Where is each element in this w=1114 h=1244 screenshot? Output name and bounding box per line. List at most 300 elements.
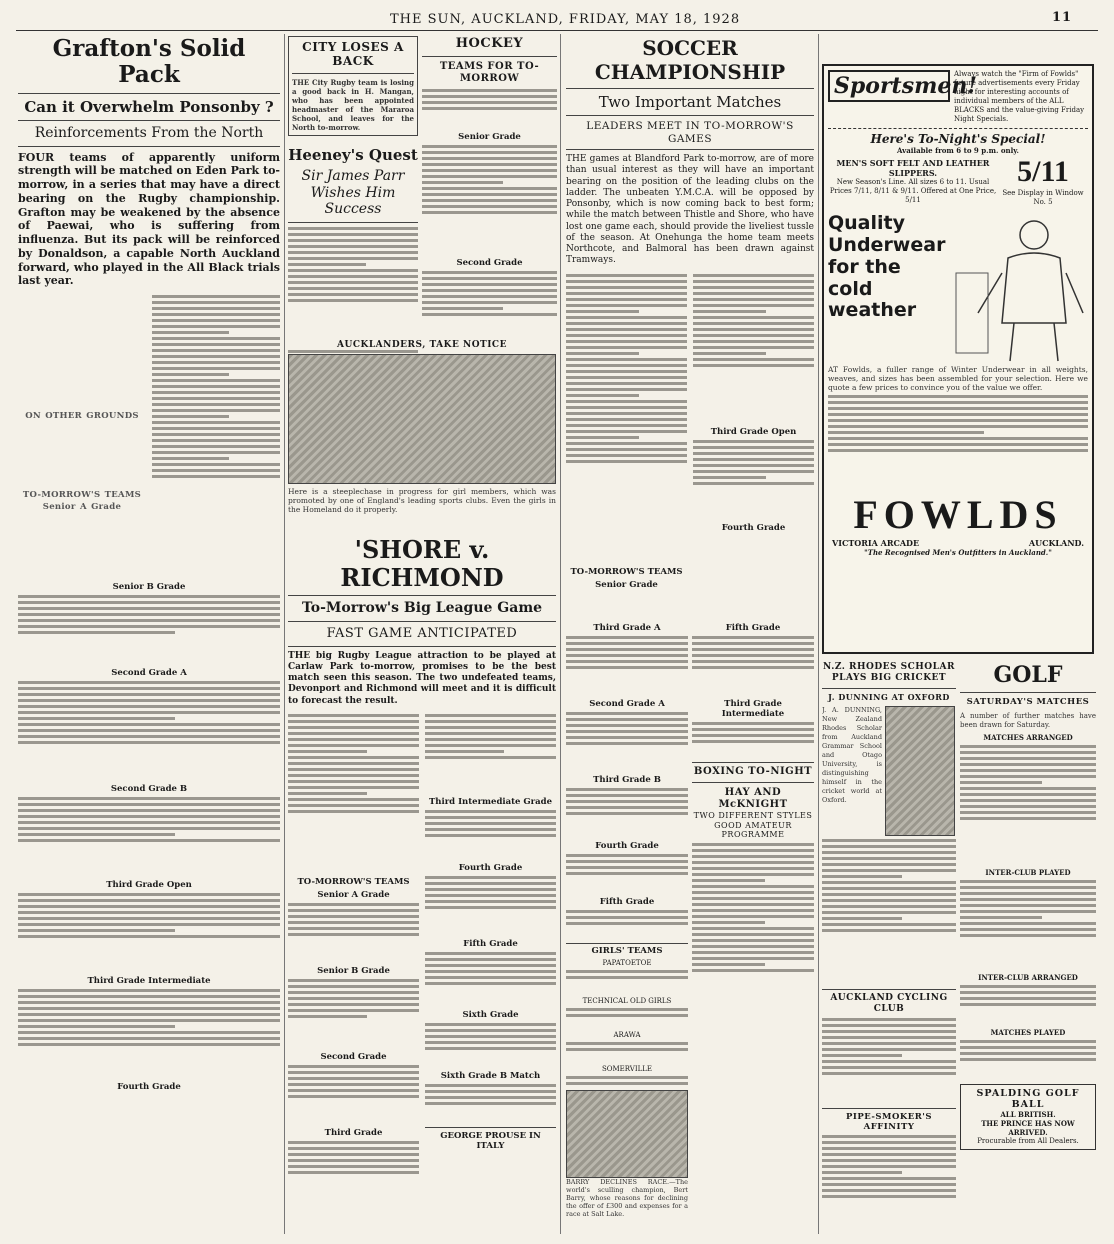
text-line [422,145,557,148]
text-line [566,976,688,979]
text-line [693,476,766,479]
text-line [692,722,814,725]
text-line [425,976,556,979]
text-line [693,310,766,313]
text-line [288,1165,419,1168]
text-line [288,798,419,801]
text-line [566,648,688,651]
text-line [692,654,814,657]
team-list [18,989,280,1079]
text-line [566,442,687,445]
text-line [425,1047,556,1050]
text-line [152,421,280,424]
text-line [566,400,687,403]
rule [18,120,280,121]
text-line [425,1023,556,1026]
text-line [425,828,556,831]
text-line [692,897,814,900]
text-line [566,286,687,289]
team-list [566,712,688,772]
text-line [288,804,419,807]
text-line [288,1159,419,1162]
text-line [288,726,419,729]
grade-heading: Senior B Grade [317,965,390,976]
text-line [288,927,419,930]
text-line [692,740,814,743]
text-line [425,982,556,985]
text-line [692,873,814,876]
text-line [18,797,280,800]
sub-heading: TO-MORROW'S TEAMS [570,566,683,577]
text-line [152,457,229,460]
grafton-article [18,36,280,1236]
special-offer [828,155,1088,207]
text-line [822,1030,956,1033]
grade-heading: Second Grade [456,257,523,268]
text-line [566,394,639,397]
text-line [960,886,1096,889]
text-line [566,430,687,433]
text-line [18,839,280,842]
grade-heading: Senior A Grade [42,502,122,513]
text-line [152,463,280,466]
text-line [566,1014,688,1017]
text-line [566,376,687,379]
text-line [692,891,814,894]
text-line [692,885,814,888]
text-line [566,358,687,361]
text-line [692,963,765,966]
text-line [822,1141,956,1144]
text-line [566,916,688,919]
text-line [288,1077,419,1080]
barry-caption: BARRY DECLINES RACE.—The world's sculling champion, Bert Barry, whose reasons for declining the offer of £300 and expenses for a race at Salt Lake. [566,1178,688,1218]
text-line [692,957,814,960]
text-line [152,361,280,364]
text-line [566,352,639,355]
text-line [425,726,556,729]
text-line [18,815,280,818]
text-line [18,693,280,696]
text-line [152,475,280,478]
text-line [822,857,956,860]
text-line [425,952,556,955]
text-line [425,816,556,819]
text-line [822,1054,902,1057]
text-line [288,1071,419,1074]
soccer-columns [566,271,814,591]
grafton-headline: Grafton's Solid Pack [52,36,246,89]
text-line [288,1095,419,1098]
text-line [566,1042,688,1045]
text-line [822,929,956,932]
text-line [692,933,814,936]
spalding-line: THE PRINCE HAS NOW ARRIVED. [981,1119,1075,1138]
text-line [693,440,814,443]
text-line [960,1040,1096,1043]
body-text [566,274,687,564]
ad-intro: Always watch the "Firm of Fowlds" future advertisements every Friday night for interesting accounts of individual members of the ALL BLACKS and the value-giving Friday Night Specials. [954,70,1085,123]
text-line [152,373,229,376]
girls-sub: ARAWA [613,1031,641,1039]
text-line [152,391,280,394]
text-line [18,625,280,628]
text-line [822,1024,956,1027]
text-line [693,298,814,301]
col5-left [692,620,814,1235]
shore-left-column [288,711,419,1201]
text-line [152,325,280,328]
text-line [822,1042,956,1045]
text-line [18,711,280,714]
text-line [693,346,814,349]
text-line [960,1003,1096,1006]
text-line [960,763,1096,766]
text-line [152,427,280,430]
text-line [828,431,984,434]
golf-sub: SATURDAY'S MATCHES [966,697,1090,708]
text-line [288,1009,419,1012]
text-line [288,997,419,1000]
text-line [18,729,280,732]
text-line [425,876,556,879]
text-line [822,1165,956,1168]
golf-sub-heading: INTER-CLUB PLAYED [985,867,1071,877]
text-line [18,601,280,604]
body-text [425,714,556,794]
shore-deck-2: FAST GAME ANTICIPATED [326,625,518,641]
grade-heading: Third Grade A [593,623,661,633]
text-line [422,295,557,298]
text-line [566,406,687,409]
illustration-figure [948,213,1088,363]
text-line [566,322,687,325]
text-line [425,970,556,973]
text-line [152,415,229,418]
text-line [822,899,956,902]
text-line [822,881,956,884]
text-line [288,233,418,236]
text-line [288,732,419,735]
ad-arcade: VICTORIA ARCADE [832,538,920,548]
quality-section [828,213,1088,363]
text-line [693,446,814,449]
text-line [822,869,956,872]
text-line [152,307,280,310]
text-line [960,751,1096,754]
body-text [422,89,557,129]
golf-article [960,662,1096,1237]
text-line [693,364,814,367]
text-line [960,781,1042,784]
heeney-headline: Heeney's Quest [288,145,418,164]
text-line [288,1153,419,1156]
text-line [18,1013,280,1016]
ad-header [828,70,1088,124]
text-line [566,364,687,367]
grade-heading: Second Grade A [111,668,187,679]
body-text [692,843,814,1043]
text-line [566,794,688,797]
text-line [18,607,280,610]
text-line [692,909,814,912]
text-line [828,419,1088,422]
text-line [422,107,557,110]
text-line [566,642,688,645]
text-line [566,370,687,373]
text-line [152,355,280,358]
text-line [692,734,814,737]
text-line [288,269,418,272]
product-details: New Season's Line. All sizes 6 to 11. Usual Prices 7/11, 8/11 & 9/11. Offered at One Price, 5/11 [829,177,997,204]
text-line [566,812,688,815]
text-line [960,787,1096,790]
text-line [425,738,556,741]
text-line [425,1090,556,1093]
text-line [152,343,280,346]
column-divider [560,34,561,1234]
text-line [288,1171,419,1174]
text-line [422,271,557,274]
text-line [692,843,814,846]
text-line [692,921,765,924]
text-line [960,985,1096,988]
text-line [960,922,1096,925]
text-line [566,346,687,349]
text-line [822,1060,956,1063]
fixture-list [960,985,1096,1025]
rhodes-headline: N.Z. RHODES SCHOLAR PLAYS BIG CRICKET [823,662,955,683]
text-line [152,397,280,400]
rhodes-article [822,662,956,1237]
shore-right-column [425,711,556,1201]
text-line [152,469,280,472]
price-list [828,395,1088,487]
text-line [288,1083,419,1086]
text-line [822,893,956,896]
grade-heading: Fifth Grade [599,897,655,907]
text-line [288,750,367,753]
text-line [152,403,280,406]
text-line [422,89,557,92]
text-line [693,322,814,325]
text-line [425,1102,556,1105]
heeney-deck: Sir James Parr Wishes Him Success [301,167,405,218]
team-list [566,854,688,894]
text-line [566,424,687,427]
text-line [422,95,557,98]
text-line [18,613,280,616]
text-line [566,922,688,925]
rule [288,621,556,622]
body-text [18,292,146,572]
fowlds-brand: FOWLDS [853,492,1063,537]
text-line [566,298,687,301]
text-line [693,280,814,283]
team-list [18,797,280,877]
team-list [425,876,556,936]
see-display: See Display in Window No. 5 [1002,189,1084,206]
team-list [566,1042,688,1062]
team-list [18,681,280,781]
golf-sub-heading: MATCHES PLAYED [990,1027,1066,1037]
boxing-headline: BOXING TO-NIGHT [692,762,814,778]
shore-lead: THE big Rugby League attraction to be played at Carlaw Park to-morrow, promises to be the best match seen this season. The two undefeated teams, Devonport and Richmond will meet and it is difficult to forecast the result. [288,650,556,706]
grade-heading: Fourth Grade [458,862,523,873]
text-line [422,193,557,196]
text-line [18,917,280,920]
text-line [18,705,280,708]
text-line [18,741,280,744]
soccer-deck: Two Important Matches [598,93,782,111]
text-line [566,460,687,463]
text-line [152,409,280,412]
text-line [960,769,1096,772]
text-line [152,331,229,334]
text-line [425,834,556,837]
grade-heading: Sixth Grade B Match [440,1070,541,1081]
rule [292,73,414,74]
ad-title: Sportsmen! [828,70,950,102]
text-line [288,915,419,918]
text-line [152,385,280,388]
italy-headline: GEORGE PROUSE IN ITALY [425,1127,556,1151]
text-line [18,827,280,830]
text-line [822,887,956,890]
grade-heading: Fifth Grade [463,938,518,949]
text-line [18,699,280,702]
text-line [425,906,556,909]
text-line [692,867,814,870]
grade-heading: Third Grade [324,1127,383,1138]
text-line [693,458,814,461]
text-line [566,1076,688,1079]
text-line [18,1037,280,1040]
text-line [566,712,688,715]
text-line [18,619,280,622]
masthead-rule [16,30,1098,31]
text-line [566,736,688,739]
shore-headline: 'SHORE v. RICHMOND [340,536,504,592]
text-line [960,997,1096,1000]
text-line [960,910,1096,913]
text-line [566,1048,688,1051]
golf-headline: GOLF [993,662,1063,688]
text-line [425,744,556,747]
text-line [828,401,1088,404]
text-line [425,1041,556,1044]
team-list [422,145,557,255]
text-line [18,803,280,806]
text-line [960,793,1096,796]
text-line [288,762,419,765]
text-line [822,1135,956,1138]
text-line [822,1066,956,1069]
steeplechase-photo [288,354,556,484]
shore-columns [288,711,556,1201]
grafton-deck-2: Reinforcements From the North [34,124,264,141]
text-line [960,1046,1096,1049]
text-line [288,744,419,747]
text-line [693,352,766,355]
text-line [288,1147,419,1150]
text-line [18,923,280,926]
special-price: 5/11 [1017,155,1069,188]
special-headline: Here's To-Night's Special! [870,132,1046,146]
text-line [152,349,280,352]
text-line [18,735,280,738]
text-line [18,1007,280,1010]
barry-feature [566,1090,688,1235]
text-line [692,728,814,731]
text-line [566,274,687,277]
rule [422,56,557,57]
text-line [566,654,688,657]
text-line [566,328,687,331]
team-list [566,636,688,696]
text-line [18,1019,280,1022]
grade-heading: Senior Grade [458,131,521,142]
body-text [822,1135,956,1235]
text-line [566,1008,688,1011]
text-line [566,334,687,337]
team-list [692,636,814,696]
city-text: THE City Rugby team is losing a good back in H. Mangan, who has been appointed headmaster of the Mararoa School, and leaves for the North to-morrow. [292,77,414,132]
text-line [822,1171,902,1174]
sub-heading: TO-MORROW'S TEAMS [297,876,410,887]
grafton-lead: FOUR teams of apparently uniform strength will be matched on Eden Park to-morrow, in a series that may have a direct bearing on the Rugby championship. Grafton may be weakened by the absence of Paewai, who is suffering from influenza. But its pack will be reinforced by Donaldson, a capable North Auckland forward, who played in the All Black trials last year. [18,150,280,288]
text-line [566,436,639,439]
text-line [425,732,556,735]
text-line [18,929,175,932]
text-line [425,1096,556,1099]
text-line [288,991,419,994]
team-list [566,788,688,838]
golf-sub-heading: INTER-CLUB ARRANGED [978,972,1078,982]
text-line [960,934,1096,937]
text-line [422,157,557,160]
text-line [422,283,557,286]
boxing-deck-3: GOOD AMATEUR PROGRAMME [714,820,792,840]
text-line [960,805,1096,808]
text-line [822,905,956,908]
text-line [422,205,557,208]
grade-heading: Fifth Grade [725,623,781,633]
rule [566,88,814,89]
grade-heading: Second Grade B [110,784,188,795]
text-line [425,894,556,897]
text-line [288,275,418,278]
text-line [822,1018,956,1021]
grade-heading: Third Grade Open [106,880,192,891]
shore-article [288,536,556,1236]
text-line [425,1029,556,1032]
text-line [422,277,557,280]
text-line [822,1147,956,1150]
text-line [425,822,556,825]
text-line [822,911,956,914]
grade-heading: Senior B Grade [112,582,186,593]
rule [566,115,814,116]
text-line [693,286,814,289]
text-line [822,1177,956,1180]
text-line [828,449,1088,452]
rhodes-lead: J. A. DUNNING, New Zealand Rhodes Scholar from Auckland Grammar School and Otago University, is distinguishing himself in the cricket world at Oxford. [822,706,882,805]
team-list [425,952,556,1007]
text-line [288,287,418,290]
text-line [692,969,814,972]
ad-tagline: "The Recognised Men's Outfitters in Auckland." [864,548,1052,557]
